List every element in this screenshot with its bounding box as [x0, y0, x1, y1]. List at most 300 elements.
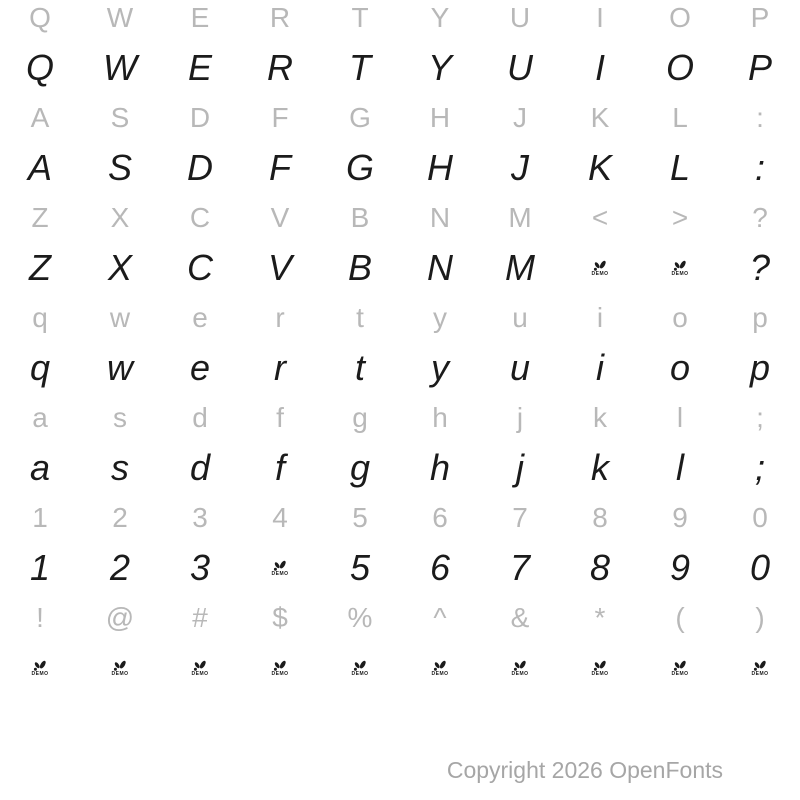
glyph-cell	[400, 443, 480, 493]
glyph-char: h	[429, 447, 451, 488]
glyph-char: M	[505, 247, 535, 288]
glyph-cell	[640, 343, 720, 393]
glyph-char: A	[30, 102, 50, 133]
glyph-cell	[320, 243, 400, 293]
glyph-cell	[720, 493, 800, 543]
glyph-row	[0, 393, 800, 443]
glyph-char: i	[596, 347, 604, 388]
glyph-cell	[640, 293, 720, 343]
glyph-cell	[400, 393, 480, 443]
sprout-icon	[272, 660, 288, 671]
glyph-cell	[80, 543, 160, 593]
glyph-cell	[0, 43, 80, 93]
glyph-char: U	[509, 2, 531, 33]
glyph-char: r	[275, 302, 285, 333]
glyph-char: 2	[109, 547, 131, 588]
glyph-char: d	[189, 447, 211, 488]
glyph-char: W	[103, 47, 137, 88]
glyph-cell	[0, 93, 80, 143]
glyph-char: N	[429, 202, 451, 233]
glyph-row	[0, 193, 800, 243]
glyph-char: ?	[749, 247, 771, 288]
glyph-char: l	[676, 402, 684, 433]
glyph-cell	[400, 43, 480, 93]
glyph-cell	[80, 443, 160, 493]
glyph-cell	[560, 93, 640, 143]
demo-glyph	[320, 643, 400, 693]
sprout-icon	[32, 660, 48, 671]
glyph-char: l	[676, 447, 684, 488]
glyph-cell	[0, 493, 80, 543]
glyph-char: C	[187, 247, 213, 288]
glyph-char: <	[591, 202, 609, 233]
glyph-cell	[240, 443, 320, 493]
glyph-char: y	[431, 347, 449, 388]
demo-glyph-label: DEMO	[671, 670, 689, 677]
demo-glyph	[240, 643, 320, 693]
demo-glyph-label: DEMO	[431, 670, 449, 677]
glyph-char: Q	[29, 2, 51, 33]
glyph-row	[0, 543, 800, 593]
sprout-icon	[752, 660, 768, 671]
glyph-char: H	[429, 102, 451, 133]
glyph-cell	[480, 293, 560, 343]
glyph-cell	[80, 393, 160, 443]
glyph-cell	[80, 493, 160, 543]
sprout-icon	[512, 660, 528, 671]
glyph-char: O	[665, 47, 694, 88]
glyph-char: G	[345, 147, 374, 188]
glyph-char: t	[356, 302, 364, 333]
glyph-cell	[240, 293, 320, 343]
glyph-cell	[480, 193, 560, 243]
glyph-cell	[160, 293, 240, 343]
glyph-char: 8	[592, 502, 608, 533]
demo-glyph	[560, 643, 640, 693]
glyph-cell	[0, 593, 80, 643]
glyph-char: 7	[512, 502, 528, 533]
demo-glyph-label: DEMO	[111, 670, 129, 677]
glyph-cell	[160, 343, 240, 393]
glyph-char: a	[32, 402, 48, 433]
glyph-cell	[0, 143, 80, 193]
sprout-icon	[592, 260, 608, 271]
glyph-char: o	[669, 347, 691, 388]
glyph-cell	[80, 93, 160, 143]
glyph-char: 5	[349, 547, 371, 588]
glyph-char: F	[271, 102, 289, 133]
glyph-cell	[320, 393, 400, 443]
glyph-char: r	[274, 347, 286, 388]
glyph-cell	[160, 143, 240, 193]
glyph-cell	[640, 193, 720, 243]
glyph-cell	[80, 0, 160, 43]
glyph-cell	[480, 93, 560, 143]
sprout-icon	[592, 660, 608, 671]
glyph-cell	[160, 393, 240, 443]
glyph-cell	[560, 443, 640, 493]
demo-glyph-label: DEMO	[31, 670, 49, 677]
glyph-cell	[720, 0, 800, 43]
glyph-cell	[320, 593, 400, 643]
glyph-char: h	[432, 402, 448, 433]
demo-glyph-label: DEMO	[511, 670, 529, 677]
glyph-cell	[0, 543, 80, 593]
glyph-char: 8	[589, 547, 611, 588]
glyph-cell	[160, 193, 240, 243]
glyph-row	[0, 0, 800, 43]
glyph-char: E	[187, 47, 212, 88]
glyph-char: j	[516, 447, 524, 488]
glyph-char: H	[427, 147, 453, 188]
glyph-char: %	[347, 602, 373, 633]
glyph-cell	[160, 93, 240, 143]
glyph-char: d	[192, 402, 208, 433]
glyph-char: G	[349, 102, 371, 133]
glyph-char: Y	[427, 47, 452, 88]
glyph-char: k	[591, 447, 609, 488]
glyph-char: N	[427, 247, 453, 288]
glyph-cell	[240, 43, 320, 93]
glyph-char: p	[749, 347, 771, 388]
glyph-char: e	[192, 302, 208, 333]
glyph-cell	[560, 543, 640, 593]
glyph-char: !	[36, 602, 44, 633]
glyph-cell	[0, 393, 80, 443]
glyph-cell	[320, 443, 400, 493]
glyph-cell	[480, 593, 560, 643]
glyph-cell	[160, 0, 240, 43]
glyph-char: Z	[31, 202, 49, 233]
glyph-char: :	[754, 147, 765, 188]
demo-glyph-label: DEMO	[591, 270, 609, 277]
sprout-icon	[192, 660, 208, 671]
glyph-char: 3	[192, 502, 208, 533]
glyph-cell	[720, 393, 800, 443]
demo-glyph	[80, 643, 160, 693]
glyph-cell	[240, 343, 320, 393]
glyph-cell	[720, 293, 800, 343]
glyph-char: B	[350, 202, 370, 233]
glyph-cell	[480, 43, 560, 93]
glyph-cell	[560, 0, 640, 43]
glyph-row	[0, 93, 800, 143]
sprout-icon	[672, 260, 688, 271]
demo-glyph-label: DEMO	[751, 670, 769, 677]
glyph-char: s	[111, 447, 129, 488]
glyph-char: I	[596, 2, 604, 33]
glyph-char: 1	[32, 502, 48, 533]
sprout-icon	[352, 660, 368, 671]
glyph-char: i	[596, 302, 604, 333]
glyph-cell	[400, 543, 480, 593]
glyph-char: y	[433, 302, 447, 333]
glyph-cell	[400, 343, 480, 393]
glyph-char: D	[189, 102, 211, 133]
glyph-cell	[240, 193, 320, 243]
glyph-row	[0, 643, 800, 693]
glyph-char: A	[27, 147, 52, 188]
glyph-char: X	[110, 202, 130, 233]
glyph-char: q	[29, 347, 51, 388]
glyph-cell	[160, 593, 240, 643]
glyph-char: X	[107, 247, 132, 288]
glyph-char: T	[351, 2, 369, 33]
glyph-row	[0, 593, 800, 643]
glyph-row	[0, 143, 800, 193]
glyph-char: q	[32, 302, 48, 333]
glyph-cell	[320, 193, 400, 243]
glyph-cell	[560, 143, 640, 193]
glyph-cell	[640, 543, 720, 593]
glyph-cell	[560, 593, 640, 643]
glyph-row	[0, 43, 800, 93]
glyph-cell	[480, 493, 560, 543]
glyph-char: g	[349, 447, 371, 488]
glyph-char: Q	[25, 47, 54, 88]
glyph-cell	[480, 143, 560, 193]
glyph-char: 5	[352, 502, 368, 533]
glyph-char: ^	[433, 602, 447, 633]
glyph-cell	[560, 293, 640, 343]
glyph-cell	[0, 243, 80, 293]
glyph-cell	[0, 193, 80, 243]
glyph-cell	[320, 543, 400, 593]
glyph-cell	[480, 443, 560, 493]
glyph-char: J	[511, 147, 529, 188]
glyph-char: e	[189, 347, 211, 388]
glyph-char: M	[508, 202, 532, 233]
glyph-char: w	[109, 302, 131, 333]
glyph-char: t	[354, 347, 365, 388]
glyph-char: Z	[29, 247, 51, 288]
glyph-char: ?	[752, 202, 768, 233]
glyph-cell	[720, 193, 800, 243]
glyph-char: O	[669, 2, 691, 33]
glyph-char: S	[110, 102, 130, 133]
glyph-cell	[320, 293, 400, 343]
glyph-char: 6	[432, 502, 448, 533]
sprout-icon	[432, 660, 448, 671]
glyph-char: D	[187, 147, 213, 188]
glyph-cell	[720, 343, 800, 393]
glyph-cell	[640, 593, 720, 643]
glyph-cell	[400, 243, 480, 293]
glyph-cell	[560, 193, 640, 243]
glyph-char: R	[267, 47, 293, 88]
glyph-char: E	[190, 2, 210, 33]
glyph-char: I	[594, 47, 605, 88]
glyph-row	[0, 243, 800, 293]
demo-glyph-label: DEMO	[191, 670, 209, 677]
demo-glyph	[160, 643, 240, 693]
glyph-cell	[80, 293, 160, 343]
glyph-cell	[160, 243, 240, 293]
glyph-cell	[0, 343, 80, 393]
glyph-char: 9	[672, 502, 688, 533]
glyph-char: a	[29, 447, 51, 488]
glyph-cell	[320, 93, 400, 143]
copyright-text: Copyright 2026 OpenFonts	[446, 757, 723, 783]
glyph-char: U	[507, 47, 533, 88]
glyph-cell	[240, 593, 320, 643]
glyph-cell	[480, 393, 560, 443]
glyph-char: u	[509, 347, 531, 388]
glyph-char: 3	[189, 547, 211, 588]
glyph-cell	[80, 143, 160, 193]
glyph-char: T	[349, 47, 371, 88]
glyph-char: f	[276, 402, 284, 433]
demo-glyph	[400, 643, 480, 693]
glyph-char: B	[347, 247, 372, 288]
glyph-cell	[0, 0, 80, 43]
glyph-cell	[640, 43, 720, 93]
glyph-char: &	[510, 602, 530, 633]
glyph-char: Y	[430, 2, 450, 33]
glyph-char: K	[590, 102, 610, 133]
glyph-cell	[80, 43, 160, 93]
glyph-char: K	[587, 147, 612, 188]
glyph-char: 2	[112, 502, 128, 533]
glyph-cell	[560, 343, 640, 393]
glyph-char: :	[756, 102, 764, 133]
glyph-cell	[80, 193, 160, 243]
glyph-char: V	[267, 247, 292, 288]
glyph-cell	[400, 593, 480, 643]
glyph-row	[0, 493, 800, 543]
glyph-char: >	[671, 202, 689, 233]
demo-glyph-label: DEMO	[351, 670, 369, 677]
glyph-char: k	[593, 402, 607, 433]
glyph-char: 4	[272, 502, 288, 533]
glyph-cell	[640, 143, 720, 193]
glyph-char: 9	[669, 547, 691, 588]
glyph-row	[0, 293, 800, 343]
glyph-cell	[0, 443, 80, 493]
glyph-row	[0, 343, 800, 393]
glyph-cell	[80, 593, 160, 643]
glyph-char: 0	[749, 547, 771, 588]
glyph-cell	[320, 0, 400, 43]
glyph-cell	[400, 93, 480, 143]
glyph-cell	[400, 193, 480, 243]
glyph-char: W	[106, 2, 134, 33]
demo-glyph-label: DEMO	[671, 270, 689, 277]
glyph-cell	[160, 543, 240, 593]
glyph-cell	[400, 143, 480, 193]
glyph-cell	[480, 543, 560, 593]
glyph-cell	[400, 493, 480, 543]
glyph-cell	[640, 93, 720, 143]
glyph-char: 0	[752, 502, 768, 533]
demo-glyph-label: DEMO	[591, 670, 609, 677]
glyph-char: V	[270, 202, 290, 233]
glyph-cell	[240, 243, 320, 293]
glyph-cell	[80, 343, 160, 393]
glyph-char: P	[750, 2, 770, 33]
glyph-cell	[640, 0, 720, 43]
demo-glyph	[560, 243, 640, 293]
glyph-char: C	[189, 202, 211, 233]
demo-glyph-label: DEMO	[271, 670, 289, 677]
glyph-cell	[80, 243, 160, 293]
demo-glyph	[720, 643, 800, 693]
glyph-char: 1	[29, 547, 51, 588]
glyph-cell	[720, 43, 800, 93]
glyph-cell	[640, 393, 720, 443]
sprout-icon	[112, 660, 128, 671]
glyph-cell	[320, 143, 400, 193]
glyph-cell	[720, 143, 800, 193]
glyph-cell	[560, 493, 640, 543]
glyph-cell	[400, 0, 480, 43]
glyph-char: p	[752, 302, 768, 333]
glyph-cell	[320, 493, 400, 543]
demo-glyph	[480, 643, 560, 693]
glyph-cell	[160, 443, 240, 493]
glyph-cell	[0, 293, 80, 343]
glyph-char: L	[669, 147, 691, 188]
demo-glyph-label: DEMO	[271, 570, 289, 577]
glyph-cell	[720, 593, 800, 643]
glyph-char: J	[513, 102, 527, 133]
glyph-char: u	[512, 302, 528, 333]
demo-glyph	[640, 243, 720, 293]
glyph-char: )	[755, 602, 765, 633]
glyph-char: 7	[509, 547, 531, 588]
glyph-char: f	[274, 447, 285, 488]
glyph-char: o	[672, 302, 688, 333]
glyph-char: w	[107, 347, 133, 388]
glyph-cell	[560, 43, 640, 93]
glyph-char: #	[192, 602, 208, 633]
glyph-char: ;	[756, 402, 764, 433]
glyph-cell	[240, 393, 320, 443]
demo-glyph	[240, 543, 320, 593]
glyph-cell	[240, 143, 320, 193]
glyph-char: *	[594, 602, 606, 633]
glyph-char: L	[672, 102, 688, 133]
glyph-char: F	[269, 147, 291, 188]
glyph-char: 6	[429, 547, 451, 588]
glyph-cell	[720, 93, 800, 143]
glyph-char: j	[516, 402, 524, 433]
glyph-char: @	[105, 602, 135, 633]
glyph-char: g	[352, 402, 368, 433]
glyph-cell	[480, 0, 560, 43]
glyph-cell	[240, 93, 320, 143]
sprout-icon	[272, 560, 288, 571]
glyph-cell	[480, 343, 560, 393]
glyph-char: R	[269, 2, 291, 33]
glyph-char: S	[107, 147, 132, 188]
glyph-cell	[400, 293, 480, 343]
glyph-cell	[720, 543, 800, 593]
glyph-cell	[320, 343, 400, 393]
glyph-char: (	[675, 602, 685, 633]
glyph-cell	[240, 0, 320, 43]
demo-glyph	[0, 643, 80, 693]
glyph-cell	[560, 393, 640, 443]
glyph-char: s	[113, 402, 127, 433]
glyph-char: ;	[754, 447, 765, 488]
glyph-row	[0, 443, 800, 493]
glyph-char: P	[747, 47, 772, 88]
demo-glyph	[640, 643, 720, 693]
glyph-cell	[160, 43, 240, 93]
glyph-cell	[720, 243, 800, 293]
glyph-cell	[480, 243, 560, 293]
